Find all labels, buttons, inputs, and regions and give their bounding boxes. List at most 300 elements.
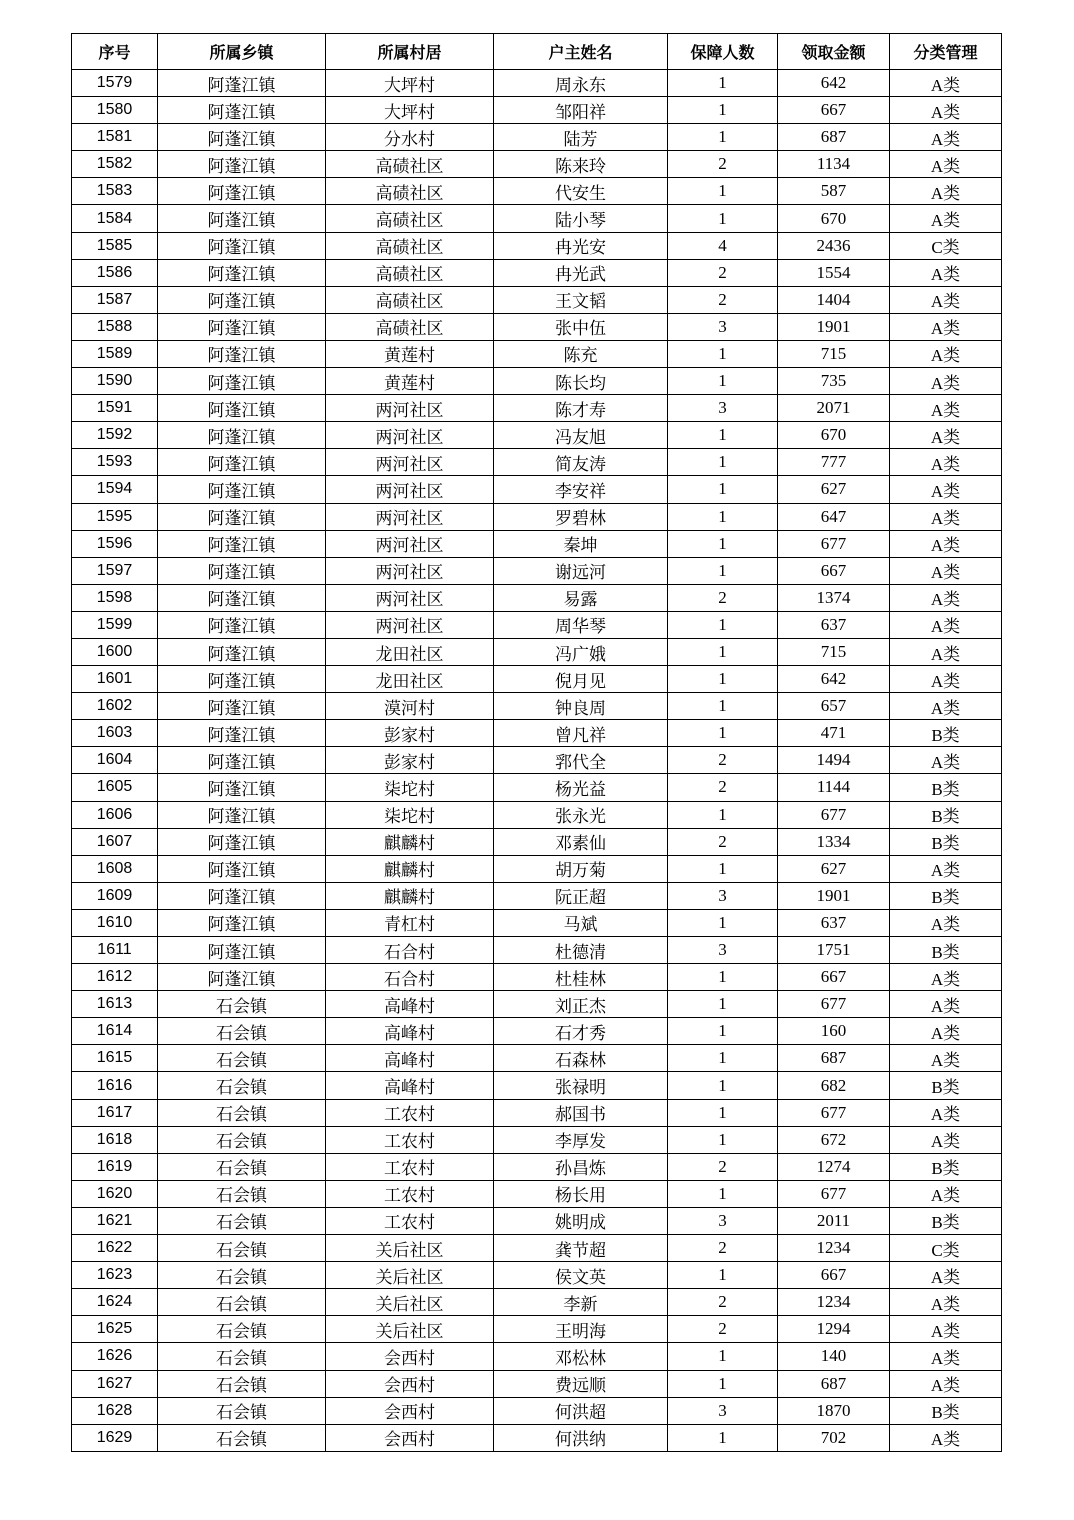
township-cell: 阿蓬江镇: [158, 476, 326, 503]
category-cell: A类: [890, 1126, 1002, 1153]
village-cell: 龙田社区: [326, 638, 494, 665]
householder-name-cell: 何洪纳: [494, 1424, 668, 1451]
village-cell: 工农村: [326, 1180, 494, 1207]
table-row: [72, 530, 1002, 557]
category-cell: A类: [890, 1099, 1002, 1126]
covered-persons-cell: 2: [668, 286, 778, 313]
table-row: [72, 611, 1002, 638]
township-cell: 阿蓬江镇: [158, 313, 326, 340]
table-row: [72, 1343, 1002, 1370]
amount-received-cell: 677: [778, 1099, 890, 1126]
category-cell: A类: [890, 1018, 1002, 1045]
householder-name-cell: 张永光: [494, 801, 668, 828]
householder-name-cell: 龚节超: [494, 1235, 668, 1262]
table-row: [72, 774, 1002, 801]
village-cell: 大坪村: [326, 70, 494, 97]
table-row: [72, 720, 1002, 747]
village-cell: 两河社区: [326, 557, 494, 584]
serial-number-cell: 1592: [72, 422, 158, 449]
table-row: [72, 395, 1002, 422]
householder-name-cell: 冉光安: [494, 232, 668, 259]
householder-name-cell: 陈才寿: [494, 395, 668, 422]
table-row: [72, 557, 1002, 584]
householder-name-cell: 陈充: [494, 340, 668, 367]
village-cell: 工农村: [326, 1126, 494, 1153]
village-cell: 柒坨村: [326, 774, 494, 801]
category-cell: C类: [890, 232, 1002, 259]
table-row: [72, 1424, 1002, 1451]
township-cell: 阿蓬江镇: [158, 964, 326, 991]
householder-name-cell: 侯文英: [494, 1262, 668, 1289]
amount-received-cell: 1234: [778, 1235, 890, 1262]
amount-received-cell: 1134: [778, 151, 890, 178]
amount-received-cell: 647: [778, 503, 890, 530]
amount-received-cell: 702: [778, 1424, 890, 1451]
township-cell: 阿蓬江镇: [158, 557, 326, 584]
householder-name-cell: 冯友旭: [494, 422, 668, 449]
serial-number-cell: 1599: [72, 611, 158, 638]
table-row: [72, 97, 1002, 124]
serial-number-cell: 1620: [72, 1180, 158, 1207]
village-cell: 关后社区: [326, 1316, 494, 1343]
householder-name-cell: 李厚发: [494, 1126, 668, 1153]
serial-number-cell: 1621: [72, 1207, 158, 1234]
township-cell: 阿蓬江镇: [158, 909, 326, 936]
township-cell: 石会镇: [158, 1207, 326, 1234]
township-cell: 石会镇: [158, 1099, 326, 1126]
township-cell: 阿蓬江镇: [158, 503, 326, 530]
covered-persons-cell: 1: [668, 720, 778, 747]
village-cell: 两河社区: [326, 449, 494, 476]
category-cell: A类: [890, 449, 1002, 476]
serial-number-cell: 1608: [72, 855, 158, 882]
serial-number-cell: 1615: [72, 1045, 158, 1072]
covered-persons-cell: 2: [668, 747, 778, 774]
village-cell: 高峰村: [326, 1072, 494, 1099]
category-cell: A类: [890, 422, 1002, 449]
category-cell: A类: [890, 747, 1002, 774]
serial-number-cell: 1591: [72, 395, 158, 422]
serial-number-cell: 1619: [72, 1153, 158, 1180]
amount-received-cell: 735: [778, 368, 890, 395]
category-cell: A类: [890, 530, 1002, 557]
township-cell: 阿蓬江镇: [158, 395, 326, 422]
table-row: [72, 937, 1002, 964]
amount-received-cell: 1144: [778, 774, 890, 801]
amount-received-cell: 1870: [778, 1397, 890, 1424]
covered-persons-cell: 1: [668, 1072, 778, 1099]
assistance-table-sheet: [71, 33, 1001, 1452]
table-row: [72, 205, 1002, 232]
category-cell: A类: [890, 151, 1002, 178]
village-cell: 两河社区: [326, 503, 494, 530]
covered-persons-cell: 2: [668, 151, 778, 178]
village-cell: 会西村: [326, 1424, 494, 1451]
township-cell: 阿蓬江镇: [158, 530, 326, 557]
covered-persons-cell: 1: [668, 1424, 778, 1451]
township-cell: 石会镇: [158, 1316, 326, 1343]
category-cell: A类: [890, 666, 1002, 693]
householder-name-cell: 秦坤: [494, 530, 668, 557]
serial-number-cell: 1582: [72, 151, 158, 178]
township-cell: 石会镇: [158, 1153, 326, 1180]
village-cell: 漠河村: [326, 693, 494, 720]
township-cell: 石会镇: [158, 1370, 326, 1397]
covered-persons-cell: 1: [668, 368, 778, 395]
village-cell: 会西村: [326, 1397, 494, 1424]
category-cell: B类: [890, 720, 1002, 747]
table-row: [72, 991, 1002, 1018]
table-row: [72, 801, 1002, 828]
category-cell: A类: [890, 909, 1002, 936]
householder-name-cell: 冯广娥: [494, 638, 668, 665]
category-cell: A类: [890, 340, 1002, 367]
covered-persons-cell: 2: [668, 828, 778, 855]
amount-received-cell: 1334: [778, 828, 890, 855]
village-cell: 彭家村: [326, 720, 494, 747]
village-cell: 柒坨村: [326, 801, 494, 828]
category-cell: A类: [890, 313, 1002, 340]
covered-persons-cell: 1: [668, 1099, 778, 1126]
amount-received-cell: 1494: [778, 747, 890, 774]
township-cell: 阿蓬江镇: [158, 97, 326, 124]
category-cell: B类: [890, 801, 1002, 828]
village-cell: 高碛社区: [326, 178, 494, 205]
covered-persons-cell: 2: [668, 774, 778, 801]
amount-received-cell: 682: [778, 1072, 890, 1099]
category-cell: A类: [890, 1262, 1002, 1289]
table-row: [72, 1262, 1002, 1289]
village-cell: 两河社区: [326, 584, 494, 611]
serial-number-cell: 1628: [72, 1397, 158, 1424]
category-cell: A类: [890, 693, 1002, 720]
table-row: [72, 1235, 1002, 1262]
category-cell: A类: [890, 259, 1002, 286]
township-cell: 阿蓬江镇: [158, 666, 326, 693]
township-cell: 阿蓬江镇: [158, 611, 326, 638]
table-row: [72, 70, 1002, 97]
covered-persons-cell: 1: [668, 1045, 778, 1072]
category-cell: A类: [890, 557, 1002, 584]
covered-persons-cell: 1: [668, 964, 778, 991]
table-body: [72, 70, 1002, 1452]
table-row: [72, 368, 1002, 395]
village-cell: 高碛社区: [326, 232, 494, 259]
amount-received-cell: 670: [778, 205, 890, 232]
township-cell: 阿蓬江镇: [158, 828, 326, 855]
serial-number-cell: 1606: [72, 801, 158, 828]
category-cell: A类: [890, 286, 1002, 313]
serial-number-cell: 1626: [72, 1343, 158, 1370]
village-cell: 工农村: [326, 1153, 494, 1180]
village-cell: 黄莲村: [326, 340, 494, 367]
amount-received-cell: 637: [778, 909, 890, 936]
householder-name-cell: 陆小琴: [494, 205, 668, 232]
header-householder-name: 户主姓名: [494, 34, 668, 70]
serial-number-cell: 1580: [72, 97, 158, 124]
category-cell: A类: [890, 1343, 1002, 1370]
village-cell: 麒麟村: [326, 828, 494, 855]
category-cell: B类: [890, 1397, 1002, 1424]
serial-number-cell: 1589: [72, 340, 158, 367]
serial-number-cell: 1590: [72, 368, 158, 395]
amount-received-cell: 1274: [778, 1153, 890, 1180]
village-cell: 工农村: [326, 1099, 494, 1126]
serial-number-cell: 1596: [72, 530, 158, 557]
township-cell: 阿蓬江镇: [158, 178, 326, 205]
serial-number-cell: 1614: [72, 1018, 158, 1045]
table-row: [72, 340, 1002, 367]
township-cell: 石会镇: [158, 1397, 326, 1424]
amount-received-cell: 140: [778, 1343, 890, 1370]
table-row: [72, 1316, 1002, 1343]
serial-number-cell: 1624: [72, 1289, 158, 1316]
householder-name-cell: 李新: [494, 1289, 668, 1316]
covered-persons-cell: 1: [668, 1018, 778, 1045]
township-cell: 石会镇: [158, 1343, 326, 1370]
covered-persons-cell: 2: [668, 1289, 778, 1316]
table-row: [72, 124, 1002, 151]
covered-persons-cell: 2: [668, 1235, 778, 1262]
amount-received-cell: 715: [778, 638, 890, 665]
householder-name-cell: 简友涛: [494, 449, 668, 476]
village-cell: 高峰村: [326, 991, 494, 1018]
householder-name-cell: 陆芳: [494, 124, 668, 151]
amount-received-cell: 642: [778, 70, 890, 97]
table-row: [72, 1397, 1002, 1424]
covered-persons-cell: 2: [668, 584, 778, 611]
serial-number-cell: 1601: [72, 666, 158, 693]
category-cell: A类: [890, 1424, 1002, 1451]
covered-persons-cell: 2: [668, 259, 778, 286]
amount-received-cell: 657: [778, 693, 890, 720]
table-row: [72, 313, 1002, 340]
table-row: [72, 422, 1002, 449]
village-cell: 两河社区: [326, 530, 494, 557]
amount-received-cell: 687: [778, 124, 890, 151]
covered-persons-cell: 1: [668, 124, 778, 151]
covered-persons-cell: 3: [668, 395, 778, 422]
covered-persons-cell: 1: [668, 1262, 778, 1289]
serial-number-cell: 1584: [72, 205, 158, 232]
amount-received-cell: 2011: [778, 1207, 890, 1234]
township-cell: 石会镇: [158, 1126, 326, 1153]
township-cell: 阿蓬江镇: [158, 774, 326, 801]
covered-persons-cell: 3: [668, 937, 778, 964]
serial-number-cell: 1586: [72, 259, 158, 286]
householder-name-cell: 杨光益: [494, 774, 668, 801]
table-row: [72, 259, 1002, 286]
category-cell: B类: [890, 1072, 1002, 1099]
table-row: [72, 666, 1002, 693]
serial-number-cell: 1609: [72, 882, 158, 909]
township-cell: 石会镇: [158, 1262, 326, 1289]
township-cell: 阿蓬江镇: [158, 422, 326, 449]
serial-number-cell: 1600: [72, 638, 158, 665]
householder-name-cell: 陈来玲: [494, 151, 668, 178]
village-cell: 高碛社区: [326, 313, 494, 340]
category-cell: A类: [890, 855, 1002, 882]
table-header-row: [72, 34, 1002, 70]
householder-name-cell: 钟良周: [494, 693, 668, 720]
table-row: [72, 1370, 1002, 1397]
category-cell: A类: [890, 1316, 1002, 1343]
covered-persons-cell: 1: [668, 1370, 778, 1397]
category-cell: A类: [890, 70, 1002, 97]
village-cell: 高峰村: [326, 1018, 494, 1045]
village-cell: 青杠村: [326, 909, 494, 936]
category-cell: A类: [890, 1289, 1002, 1316]
serial-number-cell: 1604: [72, 747, 158, 774]
township-cell: 石会镇: [158, 1180, 326, 1207]
covered-persons-cell: 1: [668, 693, 778, 720]
village-cell: 会西村: [326, 1343, 494, 1370]
covered-persons-cell: 1: [668, 97, 778, 124]
township-cell: 石会镇: [158, 1235, 326, 1262]
householder-name-cell: 胡万菊: [494, 855, 668, 882]
village-cell: 两河社区: [326, 395, 494, 422]
covered-persons-cell: 2: [668, 1153, 778, 1180]
householder-name-cell: 郛代全: [494, 747, 668, 774]
householder-name-cell: 张禄明: [494, 1072, 668, 1099]
serial-number-cell: 1583: [72, 178, 158, 205]
amount-received-cell: 1901: [778, 882, 890, 909]
amount-received-cell: 667: [778, 964, 890, 991]
amount-received-cell: 1554: [778, 259, 890, 286]
table-row: [72, 584, 1002, 611]
category-cell: A类: [890, 584, 1002, 611]
householder-name-cell: 费远顺: [494, 1370, 668, 1397]
header-covered-persons: 保障人数: [668, 34, 778, 70]
category-cell: B类: [890, 828, 1002, 855]
serial-number-cell: 1598: [72, 584, 158, 611]
amount-received-cell: 587: [778, 178, 890, 205]
table-row: [72, 882, 1002, 909]
serial-number-cell: 1607: [72, 828, 158, 855]
category-cell: A类: [890, 964, 1002, 991]
township-cell: 石会镇: [158, 1045, 326, 1072]
covered-persons-cell: 1: [668, 1126, 778, 1153]
township-cell: 阿蓬江镇: [158, 449, 326, 476]
township-cell: 阿蓬江镇: [158, 855, 326, 882]
householder-name-cell: 罗碧林: [494, 503, 668, 530]
assistance-table: [71, 33, 1002, 1452]
category-cell: A类: [890, 611, 1002, 638]
householder-name-cell: 杜德清: [494, 937, 668, 964]
covered-persons-cell: 1: [668, 476, 778, 503]
serial-number-cell: 1617: [72, 1099, 158, 1126]
village-cell: 高碛社区: [326, 205, 494, 232]
category-cell: A类: [890, 178, 1002, 205]
amount-received-cell: 2071: [778, 395, 890, 422]
category-cell: A类: [890, 97, 1002, 124]
township-cell: 石会镇: [158, 1018, 326, 1045]
amount-received-cell: 1901: [778, 313, 890, 340]
table-row: [72, 1126, 1002, 1153]
village-cell: 两河社区: [326, 476, 494, 503]
serial-number-cell: 1612: [72, 964, 158, 991]
township-cell: 阿蓬江镇: [158, 937, 326, 964]
village-cell: 分水村: [326, 124, 494, 151]
amount-received-cell: 1404: [778, 286, 890, 313]
township-cell: 阿蓬江镇: [158, 70, 326, 97]
householder-name-cell: 孙昌炼: [494, 1153, 668, 1180]
householder-name-cell: 杜桂林: [494, 964, 668, 991]
amount-received-cell: 715: [778, 340, 890, 367]
serial-number-cell: 1597: [72, 557, 158, 584]
covered-persons-cell: 1: [668, 205, 778, 232]
category-cell: B类: [890, 1207, 1002, 1234]
township-cell: 石会镇: [158, 1072, 326, 1099]
serial-number-cell: 1610: [72, 909, 158, 936]
amount-received-cell: 677: [778, 801, 890, 828]
amount-received-cell: 677: [778, 530, 890, 557]
category-cell: B类: [890, 937, 1002, 964]
village-cell: 两河社区: [326, 422, 494, 449]
table-row: [72, 1153, 1002, 1180]
village-cell: 关后社区: [326, 1235, 494, 1262]
householder-name-cell: 邓素仙: [494, 828, 668, 855]
householder-name-cell: 马斌: [494, 909, 668, 936]
table-row: [72, 638, 1002, 665]
category-cell: A类: [890, 205, 1002, 232]
table-row: [72, 503, 1002, 530]
table-row: [72, 232, 1002, 259]
serial-number-cell: 1611: [72, 937, 158, 964]
covered-persons-cell: 4: [668, 232, 778, 259]
village-cell: 工农村: [326, 1207, 494, 1234]
covered-persons-cell: 1: [668, 557, 778, 584]
village-cell: 高碛社区: [326, 286, 494, 313]
category-cell: A类: [890, 395, 1002, 422]
township-cell: 阿蓬江镇: [158, 584, 326, 611]
amount-received-cell: 1374: [778, 584, 890, 611]
category-cell: A类: [890, 1045, 1002, 1072]
covered-persons-cell: 1: [668, 530, 778, 557]
table-row: [72, 855, 1002, 882]
village-cell: 关后社区: [326, 1289, 494, 1316]
covered-persons-cell: 1: [668, 178, 778, 205]
covered-persons-cell: 1: [668, 666, 778, 693]
householder-name-cell: 姚明成: [494, 1207, 668, 1234]
table-row: [72, 449, 1002, 476]
table-row: [72, 693, 1002, 720]
amount-received-cell: 667: [778, 1262, 890, 1289]
covered-persons-cell: 3: [668, 1207, 778, 1234]
category-cell: A类: [890, 503, 1002, 530]
serial-number-cell: 1629: [72, 1424, 158, 1451]
village-cell: 高碛社区: [326, 151, 494, 178]
serial-number-cell: 1594: [72, 476, 158, 503]
category-cell: A类: [890, 1370, 1002, 1397]
table-row: [72, 1018, 1002, 1045]
householder-name-cell: 石才秀: [494, 1018, 668, 1045]
township-cell: 阿蓬江镇: [158, 124, 326, 151]
householder-name-cell: 易露: [494, 584, 668, 611]
householder-name-cell: 何洪超: [494, 1397, 668, 1424]
covered-persons-cell: 1: [668, 909, 778, 936]
township-cell: 阿蓬江镇: [158, 205, 326, 232]
householder-name-cell: 石森林: [494, 1045, 668, 1072]
category-cell: C类: [890, 1235, 1002, 1262]
amount-received-cell: 1234: [778, 1289, 890, 1316]
header-village: 所属村居: [326, 34, 494, 70]
header-amount-received: 领取金额: [778, 34, 890, 70]
householder-name-cell: 杨长用: [494, 1180, 668, 1207]
covered-persons-cell: 3: [668, 882, 778, 909]
covered-persons-cell: 2: [668, 1316, 778, 1343]
serial-number-cell: 1625: [72, 1316, 158, 1343]
